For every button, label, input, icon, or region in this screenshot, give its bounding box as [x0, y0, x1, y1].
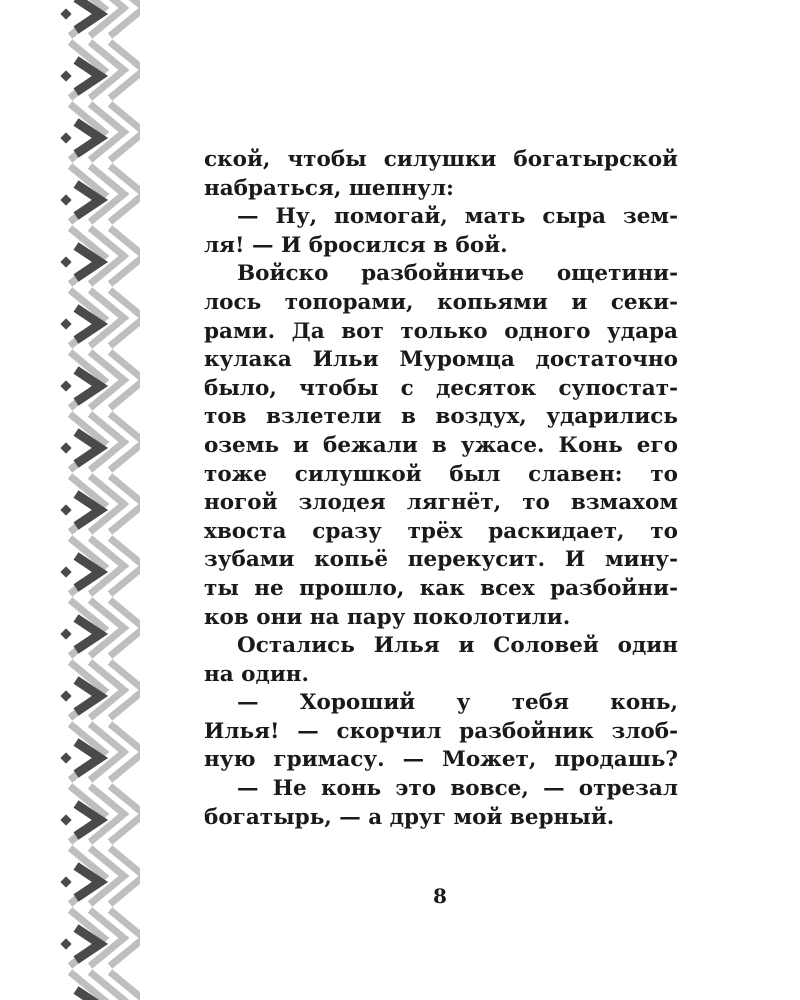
- diamond-accent: [60, 628, 71, 639]
- text-line: — Хороший у тебя конь,: [237, 690, 678, 716]
- text-line: ную гримасу. — Может, продашь?: [204, 747, 678, 773]
- diamond-accent: [60, 690, 71, 701]
- diamond-accent: [60, 70, 71, 81]
- diamond-accent: [60, 256, 71, 267]
- text-line: — Не конь это вовсе, — отрезал: [237, 776, 678, 802]
- text-line: на один.: [204, 661, 309, 687]
- diamond-accent: [60, 566, 71, 577]
- page-number: 8: [433, 884, 447, 908]
- text-line: Войско разбойничье ощетини-: [237, 261, 678, 287]
- text-line: тоже силушкой был славен: то: [204, 461, 678, 487]
- diamond-accent: [60, 380, 71, 391]
- text-line: ской, чтобы силушки богатырской: [204, 147, 678, 172]
- text-line: хвоста сразу трёх раскидает, то: [204, 518, 678, 544]
- text-line: оземь и бежали в ужасе. Конь его: [204, 432, 678, 458]
- text-line: ля! — И бросился в бой.: [204, 232, 508, 258]
- text-line: набраться, шепнул:: [204, 175, 454, 201]
- diamond-accent: [60, 752, 71, 763]
- text-line: Остались Илья и Соловей один: [237, 633, 678, 659]
- story-text: [204, 146, 678, 832]
- diamond-accent: [60, 814, 71, 825]
- text-line: было, чтобы с десяток супостат-: [204, 375, 678, 401]
- text-line: ты не прошло, как всех разбойни-: [204, 575, 678, 601]
- text-line: тов взлетели в воздух, ударились: [204, 404, 678, 430]
- text-line: Илья! — скорчил разбойник злоб-: [204, 718, 678, 744]
- diamond-accent: [60, 504, 71, 515]
- text-line: — Ну, помогай, мать сыра зем-: [237, 204, 678, 230]
- chevron-border-ornament: [0, 0, 140, 1000]
- text-line: ков они на пару поколотили.: [204, 604, 571, 630]
- text-line: богатырь, — а друг мой верный.: [204, 804, 615, 830]
- text-line: зубами копьё перекусит. И мину-: [204, 547, 678, 573]
- diamond-accent: [60, 8, 71, 19]
- diamond-accent: [60, 442, 71, 453]
- text-line: лось топорами, копьями и секи-: [204, 289, 678, 315]
- text-line: кулака Ильи Муромца достаточно: [204, 347, 678, 373]
- diamond-accent: [60, 132, 71, 143]
- diamond-accent: [60, 938, 71, 949]
- diamond-accent: [60, 194, 71, 205]
- diamond-accent: [60, 318, 71, 329]
- text-line: рами. Да вот только одного удара: [204, 318, 678, 344]
- text-line: ногой злодея лягнёт, то взмахом: [204, 490, 678, 516]
